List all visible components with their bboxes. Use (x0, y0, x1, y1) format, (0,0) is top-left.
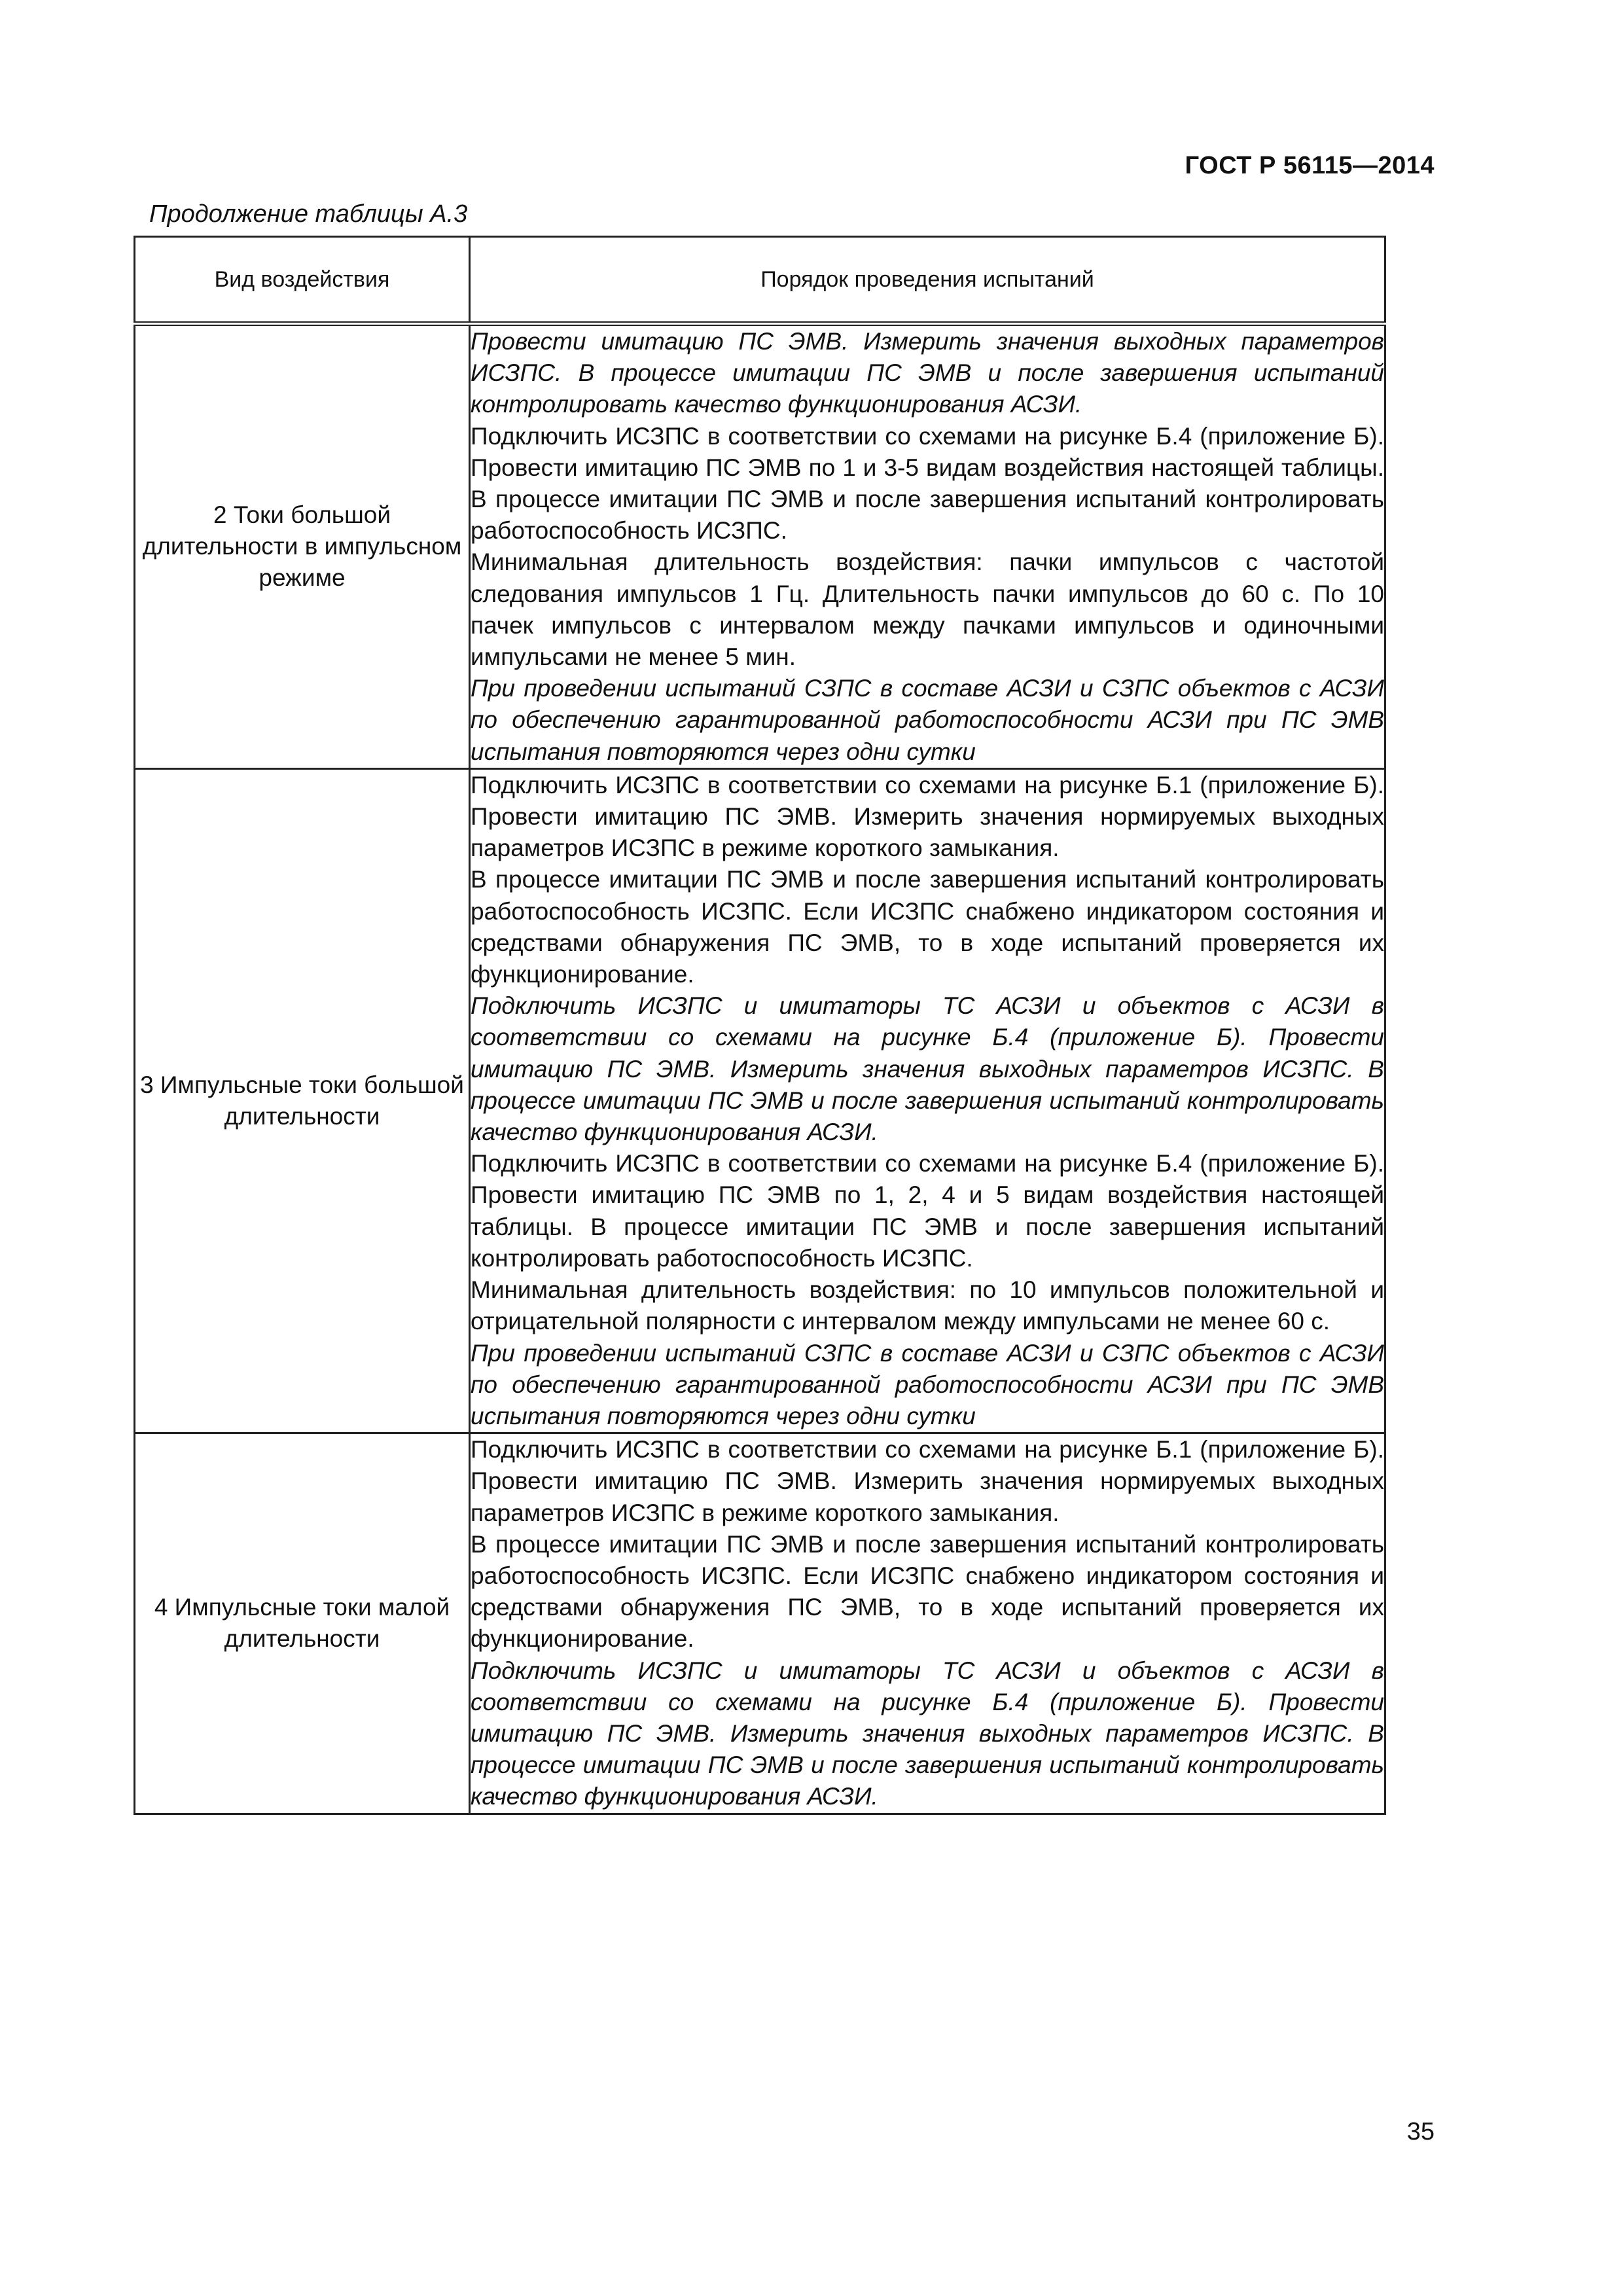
procedure-paragraph: В процессе имитации ПС ЭМВ и после завершения испытаний контролировать работоспособность ИСЗПС. Если ИСЗПС снабжено индикатором состояния и средствами обнаружения ПС ЭМВ, то в ходе испытаний проверяется их функционирование. (471, 1530, 1384, 1653)
procedure-paragraph-italic: При проведении испытаний СЗПС в составе АСЗИ и СЗПС объектов с АСЗИ по обеспечению гарантированной работоспособности АСЗИ при ПС ЭМВ испытания повторяются через одни сутки (471, 1339, 1384, 1429)
table-header (135, 237, 1385, 324)
column-header-test-procedure: Порядок проведения испытаний (470, 237, 1385, 324)
table-row (135, 768, 1385, 1433)
impact-type-cell: 4 Импульсные токи малой длительности (135, 1433, 470, 1814)
procedure-cell (470, 1433, 1385, 1814)
procedure-paragraph: В процессе имитации ПС ЭМВ и после завершения испытаний контролировать работоспособность ИСЗПС. Если ИСЗПС снабжено индикатором состояния и средствами обнаружения ПС ЭМВ, то в ходе испытаний проверяется их функционирование. (471, 866, 1384, 988)
impact-type-cell: 2 Токи большой длительности в импульсном режиме (135, 324, 470, 769)
procedure-cell (470, 324, 1385, 769)
test-procedure-table (134, 236, 1386, 1815)
procedure-paragraph: Минимальная длительность воздействия: по 10 импульсов положительной и отрицательной полярности с интервалом между импульсами не менее 60 с. (471, 1276, 1384, 1335)
procedure-paragraph: Подключить ИСЗПС в соответствии со схемами на рисунке Б.1 (приложение Б). Провести имитацию ПС ЭМВ. Измерить значения нормируемых выходных параметров ИСЗПС в режиме короткого замыкания. (471, 1436, 1384, 1526)
procedure-paragraph: Подключить ИСЗПС в соответствии со схемами на рисунке Б.4 (приложение Б). Провести имитацию ПС ЭМВ по 1, 2, 4 и 5 видам воздействия настоящей таблицы. В процессе имитации ПС ЭМВ и после завершения испытаний контролировать работоспособность ИСЗПС. (471, 1150, 1384, 1272)
impact-type-cell: 3 Импульсные токи большой длительности (135, 768, 470, 1433)
procedure-paragraph-italic: Подключить ИСЗПС и имитаторы ТС АСЗИ и объектов с АСЗИ в соответствии со схемами на рисунке Б.4 (приложение Б). Провести имитацию ПС ЭМВ. Измерить значения выходных параметров ИСЗПС. В процессе имитации ПС ЭМВ и после завершения испытаний контролировать качество функционирования АСЗИ. (471, 992, 1384, 1146)
procedure-paragraph: Подключить ИСЗПС в соответствии со схемами на рисунке Б.4 (приложение Б). Провести имитацию ПС ЭМВ по 1 и 3-5 видам воздействия настоящей таблицы. В процессе имитации ПС ЭМВ и после завершения испытаний контролировать работоспособность ИСЗПС. (471, 422, 1384, 545)
table-caption: Продолжение таблицы А.3 (149, 200, 468, 228)
procedure-paragraph-italic: Подключить ИСЗПС и имитаторы ТС АСЗИ и объектов с АСЗИ в соответствии со схемами на рисунке Б.4 (приложение Б). Провести имитацию ПС ЭМВ. Измерить значения выходных параметров ИСЗПС. В процессе имитации ПС ЭМВ и после завершения испытаний контролировать качество функционирования АСЗИ. (471, 1657, 1384, 1810)
document-standard-number: ГОСТ Р 56115—2014 (1185, 152, 1435, 179)
page-number: 35 (1406, 2118, 1435, 2145)
procedure-cell (470, 768, 1385, 1433)
procedure-paragraph-italic: При проведении испытаний СЗПС в составе АСЗИ и СЗПС объектов с АСЗИ по обеспечению гарантированной работоспособности АСЗИ при ПС ЭМВ испытания повторяются через одни сутки (471, 675, 1384, 765)
procedure-paragraph-italic: Провести имитацию ПС ЭМВ. Измерить значения выходных параметров ИСЗПС. В процессе имитации ПС ЭМВ и после завершения испытаний контролировать качество функционирования АСЗИ. (471, 328, 1384, 418)
table-row (135, 324, 1385, 769)
table-row (135, 1433, 1385, 1814)
procedure-paragraph: Минимальная длительность воздействия: пачки импульсов с частотой следования импульсов 1 Гц. Длительность пачки импульсов до 60 с. По 10 пачек импульсов с интервалом между пачками импульсов и одиночными импульсами не менее 5 мин. (471, 548, 1384, 671)
table-body (135, 324, 1385, 1814)
column-header-impact-type: Вид воздействия (135, 237, 470, 324)
procedure-paragraph: Подключить ИСЗПС в соответствии со схемами на рисунке Б.1 (приложение Б). Провести имитацию ПС ЭМВ. Измерить значения нормируемых выходных параметров ИСЗПС в режиме короткого замыкания. (471, 771, 1384, 862)
